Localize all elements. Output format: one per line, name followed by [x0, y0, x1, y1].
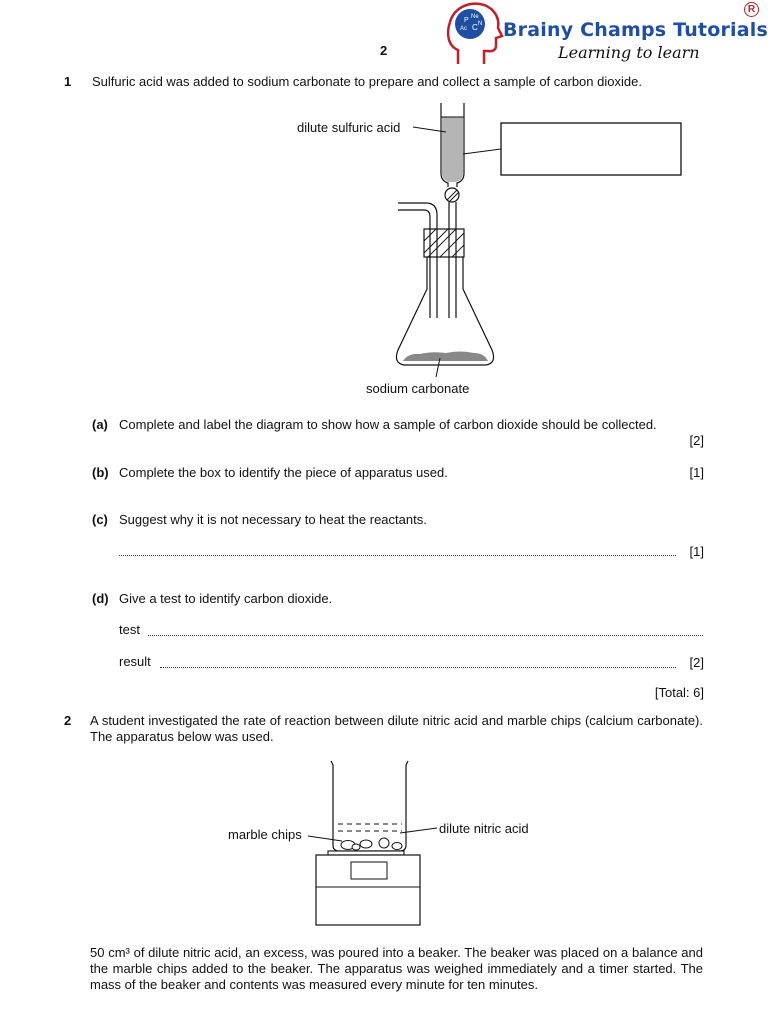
- part-d-marks: [2]: [689, 655, 704, 670]
- svg-text:Ne: Ne: [471, 14, 479, 20]
- question-1-total: [Total: 6]: [654, 685, 704, 700]
- part-d-text: Give a test to identify carbon dioxide.: [119, 591, 333, 606]
- part-a-text: Complete and label the diagram to show how a sample of carbon dioxide should be collected.: [119, 417, 657, 432]
- label-sodium-carbonate: sodium carbonate: [366, 381, 470, 396]
- question-1-stem: Sulfuric acid was added to sodium carbonate to prepare and collect a sample of carbon dioxide.: [92, 74, 642, 89]
- label-marble-chips: marble chips: [228, 827, 302, 842]
- svg-text:P: P: [464, 17, 469, 24]
- apparatus-answer-box[interactable]: [501, 123, 681, 175]
- conical-flask: [396, 257, 493, 365]
- delivery-tube: [398, 203, 437, 318]
- svg-text:N: N: [478, 21, 483, 27]
- part-c-text: Suggest why it is not necessary to heat the reactants.: [119, 512, 427, 527]
- dropping-funnel: [441, 103, 464, 318]
- marble-chips: [341, 838, 402, 850]
- q2-apparatus-diagram: [0, 755, 768, 935]
- part-b-marks: [1]: [689, 465, 704, 480]
- question-2-stem: A student investigated the rate of reaction between dilute nitric acid and marble chips (calcium carbonate). The apparatus below was used.: [90, 713, 703, 744]
- beaker: [331, 761, 408, 851]
- page-number: 2: [380, 43, 388, 58]
- question-number-1: 1: [64, 74, 72, 89]
- svg-text:C: C: [472, 23, 478, 32]
- part-c-marks: [1]: [689, 544, 704, 559]
- q1-apparatus-diagram: [0, 95, 768, 395]
- question-2-body: 50 cm³ of dilute nitric acid, an excess, was poured into a beaker. The beaker was placed on a balance and the marble chips added to the beaker. The apparatus was weighed immediately and a timer started. The mass of the beaker and contents was measured every minute for ten minutes.: [90, 945, 703, 992]
- question-number-2: 2: [64, 713, 72, 728]
- brand-logo: [444, 0, 768, 66]
- label-dilute-nitric-acid: dilute nitric acid: [439, 821, 529, 836]
- part-b-label: (b): [92, 465, 109, 480]
- part-b-text: Complete the box to identify the piece of apparatus used.: [119, 465, 448, 480]
- part-d-result-label: result: [119, 654, 151, 669]
- part-c-answer-line[interactable]: [119, 543, 676, 556]
- svg-text:Ac: Ac: [460, 26, 468, 32]
- brain-head-icon: [444, 0, 504, 66]
- label-dilute-sulfuric-acid: dilute sulfuric acid: [297, 120, 401, 135]
- brand-title: Brainy Champs Tutorials: [503, 19, 768, 41]
- part-c-label: (c): [92, 512, 108, 527]
- part-d-test-answer-line[interactable]: [148, 623, 703, 636]
- balance: [316, 851, 420, 925]
- part-d-result-answer-line[interactable]: [160, 655, 676, 668]
- part-d-label: (d): [92, 591, 109, 606]
- balance-display: [351, 862, 387, 879]
- part-d-test-label: test: [119, 622, 140, 637]
- part-a-label: (a): [92, 417, 108, 432]
- part-a-marks: [2]: [689, 433, 704, 448]
- registered-mark: R: [744, 2, 759, 17]
- brand-tagline: Learning to learn: [558, 43, 700, 62]
